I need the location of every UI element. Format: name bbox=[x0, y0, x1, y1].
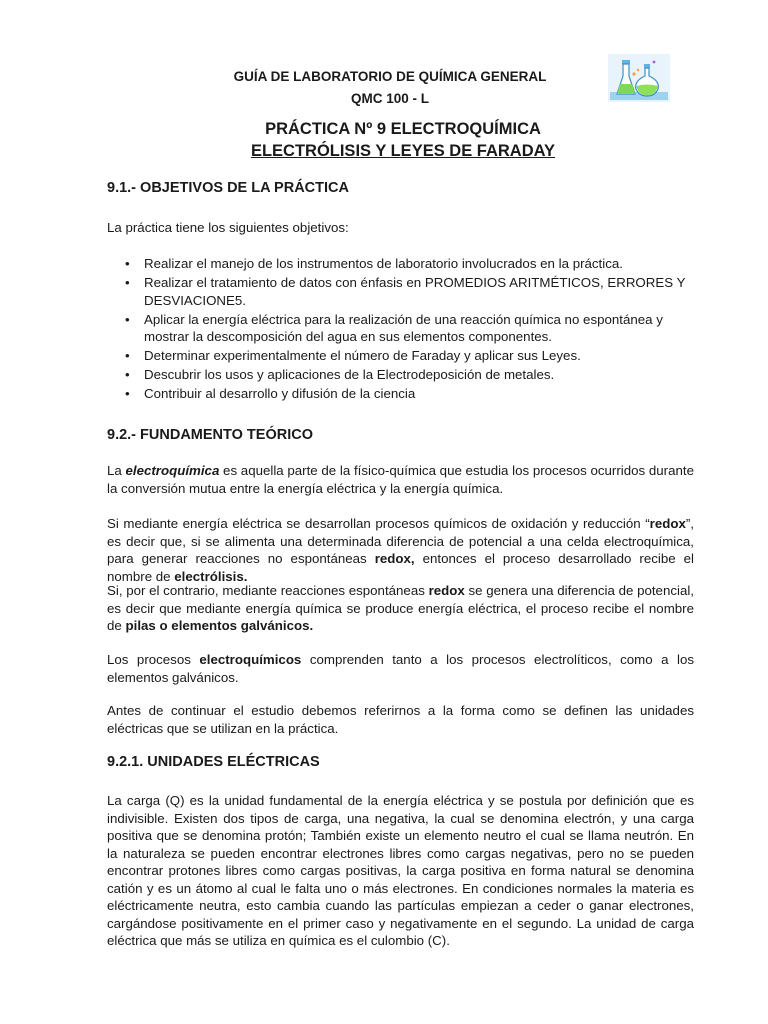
section-heading-theory: 9.2.- FUNDAMENTO TEÓRICO bbox=[107, 427, 313, 443]
paragraph-processes: Los procesos electroquímicos comprenden tanto a los procesos electrolíticos, como a los elementos galvánicos. bbox=[107, 652, 695, 685]
paragraph-charge: La carga (Q) es la unidad fundamental de la energía eléctrica y se postula por definición que es indivisible. Existen dos tipos de carga, una negativa, la cual se denomina electrón, y una carga positiva que se denomina protón; También existe un elemento neutro el cual se llama neutrón. En la naturaleza se pueden encontrar electrones libres como cargas negativas, pero no se pueden encontrar protones libres como cargas positivas, la carga positiva en forma natural se denomina catión y es un átomo al cual le falta uno o más electrones. En condiciones normales la materia es eléctricamente neutra, esto cambia cuando las partículas empiezan a ceder o ganar electrones, cargándose positivamente en el primer caso y negativamente en el segundo. La unidad de carga eléctrica que más se utiliza en química es el culombio (C). bbox=[107, 793, 694, 948]
bullet-icon: • bbox=[125, 311, 130, 327]
section-heading-electrical-units: 9.2.1. UNIDADES ELÉCTRICAS bbox=[107, 754, 320, 770]
header-lab-guide: GUÍA DE LABORATORIO DE QUÍMICA GENERAL bbox=[233, 69, 547, 84]
list-item: • Descubrir los usos y aplicaciones de la Electrodeposición de metales. bbox=[125, 367, 555, 382]
bullet-icon: • bbox=[125, 348, 130, 363]
section-heading-objectives: 9.1.- OBJETIVOS DE LA PRÁCTICA bbox=[107, 180, 349, 196]
objectives-list bbox=[107, 255, 697, 404]
list-item: • Contribuir al desarrollo y difusión de la ciencia bbox=[125, 386, 416, 401]
list-item: • Determinar experimentalmente el número de Faraday y aplicar sus Leyes. bbox=[125, 348, 581, 363]
header-course-code: QMC 100 - L bbox=[350, 91, 429, 106]
paragraph-units-intro: Antes de continuar el estudio debemos referirnos a la forma como se definen las unidades eléctricas que se utilizan en la práctica. bbox=[107, 703, 694, 736]
list-item: • Realizar el tratamiento de datos con énfasis en PROMEDIOS ARITMÉTICOS, ERRORES Y DESVIACIONE5. bbox=[125, 275, 686, 308]
practice-subtitle: ELECTRÓLISIS Y LEYES DE FARADAY bbox=[250, 142, 556, 160]
bullet-icon: • bbox=[125, 275, 130, 290]
bullet-icon: • bbox=[125, 256, 130, 271]
bullet-icon: • bbox=[125, 367, 130, 382]
bullet-icon: • bbox=[125, 386, 130, 401]
list-item: • Aplicar la energía eléctrica para la realización de una reacción química no espontánea y mostrar la descomposición del agua en sus elementos componentes. bbox=[125, 311, 663, 344]
lab-flasks-logo-icon bbox=[608, 54, 670, 102]
term-electrochemistry: electroquímica bbox=[125, 463, 220, 478]
paragraph-galvanic: Si, por el contrario, mediante reacciones espontáneas redox se genera una diferencia de potencial, es decir que mediante energía química se produce energía eléctrica, el proceso recibe el nombre de pilas o elementos galvánicos. bbox=[107, 583, 694, 633]
objectives-intro: La práctica tiene los siguientes objetivos: bbox=[107, 220, 349, 235]
list-item: • Realizar el manejo de los instrumentos de laboratorio involucrados en la práctica. bbox=[125, 256, 623, 271]
paragraph-electrolysis: Si mediante energía eléctrica se desarrollan procesos químicos de oxidación y reducción “redox”, es decir que, si se alimenta una determinada diferencia de potencial a una celda electroquímica, para generar reacciones no espontáneas redox, entonces el proceso desarrollado recibe el nombre de electrólisis. bbox=[107, 516, 694, 584]
practice-title: PRÁCTICA Nº 9 ELECTROQUÍMICA bbox=[265, 120, 541, 138]
paragraph-electrochemistry: La electroquímica es aquella parte de la físico-química que estudia los procesos ocurridos durante la conversión mutua entre la energía eléctrica y la energía química. bbox=[107, 463, 694, 496]
